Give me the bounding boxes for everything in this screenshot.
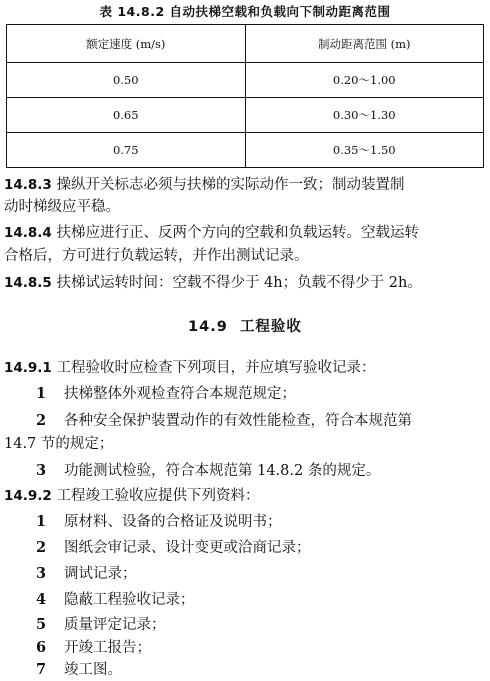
table-caption: 表 14.8.2 自动扶梯空载和负载向下制动距离范围 (99, 4, 391, 19)
list-item (36, 659, 490, 681)
table-row (7, 98, 484, 133)
table-cell-distance: 0.35～1.50 (245, 133, 484, 168)
item-number: 3 (36, 462, 47, 479)
item-number: 6 (36, 639, 47, 656)
table-cell-speed: 0.65 (7, 98, 246, 133)
item-text: 质量评定记录； (64, 617, 166, 633)
list-item (36, 589, 490, 611)
item-number: 1 (36, 513, 47, 530)
list-item-continuation: 14.7 节的规定； (4, 436, 114, 452)
item-text: 图纸会审记录、设计变更或洽商记录； (64, 540, 311, 556)
item-number: 4 (36, 591, 47, 608)
clause-14-8-4-line1 (4, 222, 488, 244)
item-text: 扶梯整体外观检查符合本规范规定； (64, 386, 296, 402)
table-row (7, 63, 484, 98)
section-title: 工程验收 (239, 319, 302, 335)
clause-number: 14.9.1 (4, 360, 52, 376)
table-cell-distance: 0.30～1.30 (245, 98, 484, 133)
clause-text: 工程竣工验收应提供下列资料： (56, 488, 260, 504)
table-cell-speed: 0.75 (7, 133, 246, 168)
clause-text: 工程验收时应检查下列项目，并应填写验收记录： (56, 360, 376, 376)
clause-14-8-3-line2: 动时梯级应平稳。 (4, 199, 120, 215)
item-number: 2 (36, 539, 47, 556)
clause-14-8-5 (4, 272, 488, 294)
list-item (36, 537, 490, 559)
clause-14-8-3-line1 (4, 174, 488, 196)
item-text: 功能测试检验，符合本规范第 14.8.2 条的规定。 (64, 463, 381, 479)
item-number: 1 (36, 385, 47, 402)
list-item (36, 614, 490, 636)
list-item (36, 460, 490, 482)
item-number: 5 (36, 616, 47, 633)
item-text: 竣工图。 (64, 662, 122, 678)
item-text: 调试记录； (64, 566, 137, 582)
clause-number: 14.8.4 (4, 225, 52, 241)
list-item (36, 563, 490, 585)
item-number: 3 (36, 565, 47, 582)
section-heading (0, 315, 490, 336)
table-header-speed: 额定速度 (m/s) (7, 25, 246, 63)
clause-number: 14.8.3 (4, 177, 52, 193)
item-text: 各种安全保护装置动作的有效性能检查，符合本规范第 (64, 413, 412, 429)
clause-text: 扶梯应进行正、反两个方向的空载和负载运转。空载运转 (56, 225, 419, 241)
table-cell-speed: 0.50 (7, 63, 246, 98)
clause-text: 操纵开关标志必须与扶梯的实际动作一致；制动装置制 (56, 177, 405, 193)
item-number: 7 (36, 661, 47, 678)
clause-14-8-4-line2: 合格后，方可进行负载运转，并作出测试记录。 (4, 248, 309, 264)
item-number: 2 (36, 412, 47, 429)
clause-number: 14.9.2 (4, 488, 52, 504)
table-header-distance: 制动距离范围 (m) (245, 25, 484, 63)
list-item (36, 637, 490, 659)
braking-distance-table (6, 24, 484, 168)
clause-14-9-1 (4, 357, 488, 379)
list-item (36, 410, 490, 432)
table-row (7, 133, 484, 168)
list-item (36, 383, 490, 405)
table-header-row (7, 25, 484, 63)
table-cell-distance: 0.20～1.00 (245, 63, 484, 98)
item-text: 原材料、设备的合格证及说明书； (64, 514, 282, 530)
section-number: 14.9 (188, 319, 228, 335)
clause-number: 14.8.5 (4, 275, 52, 291)
item-text: 开竣工报告； (64, 640, 151, 656)
clause-text: 扶梯试运转时间：空载不得少于 4h；负载不得少于 2h。 (56, 275, 422, 291)
item-text: 隐蔽工程验收记录； (64, 592, 195, 608)
clause-14-9-2 (4, 485, 488, 507)
list-item (36, 511, 490, 533)
